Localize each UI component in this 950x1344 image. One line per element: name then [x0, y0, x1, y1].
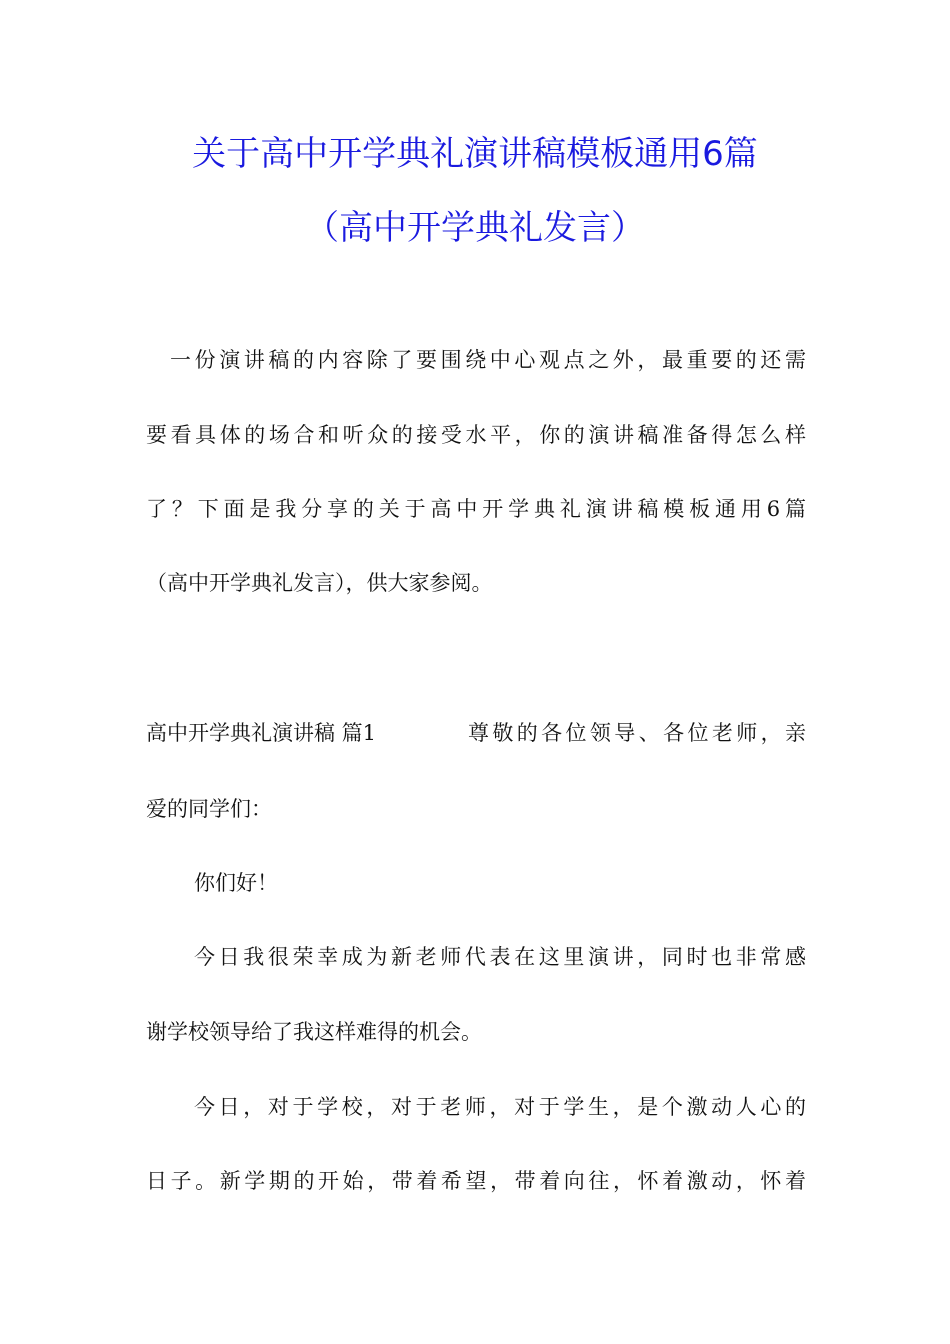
greeting-line-1: 尊敬的各位领导、各位老师，亲: [468, 721, 806, 745]
intro-line-1: 一份演讲稿的内容除了要围绕中心观点之外，最重要的还需: [170, 348, 806, 372]
section-heading-row: [146, 718, 806, 748]
section-heading: 高中开学典礼演讲稿 篇1: [146, 721, 377, 745]
paragraph-2-line-1: 今日，对于学校，对于老师，对于学生，是个激动人心的: [194, 1095, 806, 1119]
document-title: 关于高中开学典礼演讲稿模板通用6篇: [192, 134, 758, 174]
intro-line-3: 了？下面是我分享的关于高中开学典礼演讲稿模板通用6篇: [146, 497, 806, 521]
document-subtitle: （高中开学典礼发言）: [305, 208, 645, 248]
hello-line: 你们好！: [194, 871, 278, 895]
paragraph-2-line-2: 日子。新学期的开始，带着希望，带着向往，怀着激动，怀着: [146, 1169, 806, 1193]
paragraph-1-line-2: 谢学校领导给了我这样难得的机会。: [146, 1020, 482, 1044]
paragraph-1-line-1: 今日我很荣幸成为新老师代表在这里演讲，同时也非常感: [194, 945, 806, 969]
intro-line-4: （高中开学典礼发言），供大家参阅。: [146, 571, 493, 595]
intro-line-2: 要看具体的场合和听众的接受水平，你的演讲稿准备得怎么样: [146, 423, 806, 447]
greeting-line-2: 爱的同学们：: [146, 797, 272, 821]
